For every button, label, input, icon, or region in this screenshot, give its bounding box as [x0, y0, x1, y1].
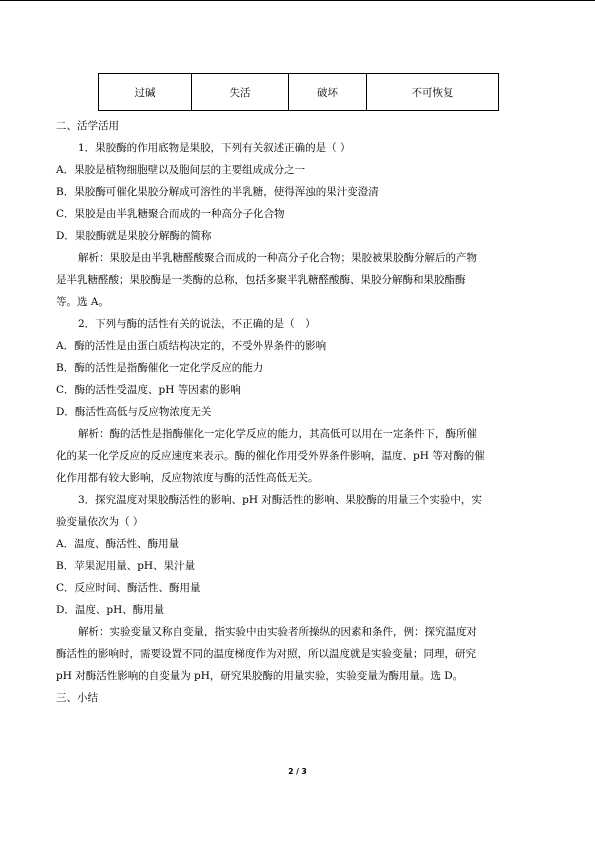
option-text: B．果胶酶可催化果胶分解成可溶性的半乳糖，使得浑浊的果汁变澄清: [56, 186, 379, 198]
analysis-text: 解析：果胶是由半乳糖醛酸聚合而成的一种高分子化合物；果胶被果胶酶分解后的产物: [78, 252, 477, 264]
analysis-text: 酶活性的影响时，需要设置不同的温度梯度作为对照，所以温度就是实验变量；同理，研究: [56, 648, 476, 660]
table-cell: 过碱: [99, 74, 192, 111]
option-text: A．温度、酶活性、酶用量: [56, 538, 180, 550]
summary-table: [98, 73, 499, 111]
question-text: 验变量依次为（ ）: [56, 516, 144, 528]
option-text: D．酶活性高低与反应物浓度无关: [56, 406, 212, 418]
question-text: 1．果胶酶的作用底物是果胶，下列有关叙述正确的是（ ）: [78, 142, 351, 154]
analysis-text: pH 对酶活性影响的自变量为 pH，研究果胶酶的用量实验，实验变量为酶用量。选 D。: [56, 670, 464, 682]
option-text: D．温度、pH、酶用量: [56, 604, 165, 616]
analysis-text: 化的某一化学反应的反应速度来表示。酶的催化作用受外界条件影响，温度、pH 等对酶的催: [56, 450, 485, 462]
page-number: 2 / 3: [288, 767, 307, 776]
analysis-text: 化作用都有较大影响，反应物浓度与酶的活性高低无关。: [56, 472, 319, 484]
analysis-text: 是半乳糖醛酸；果胶酶是一类酶的总称，包括多聚半乳糖醛酸酶、果胶分解酶和果胶酯酶: [56, 274, 466, 286]
page-top-rule: [0, 0, 595, 1]
section-heading: 三、小结: [56, 692, 98, 704]
option-text: B．苹果泥用量、pH、果汁量: [56, 560, 196, 572]
option-text: B．酶的活性是指酶催化一定化学反应的能力: [56, 362, 264, 374]
table-cell: 破坏: [289, 74, 367, 111]
option-text: A．果胶是植物细胞壁以及胞间层的主要组成成分之一: [56, 164, 306, 176]
option-text: C．酶的活性受温度、pH 等因素的影响: [56, 384, 241, 396]
table-cell: 失活: [192, 74, 289, 111]
option-text: C．果胶是由半乳糖聚合而成的一种高分子化合物: [56, 208, 285, 220]
table-row: [99, 74, 499, 111]
question-text: 2．下列与酶的活性有关的说法，不正确的是（ ）: [78, 318, 316, 330]
table-cell: 不可恢复: [367, 74, 499, 111]
analysis-text: 等。选 A。: [56, 296, 109, 308]
section-heading: 二、活学活用: [56, 120, 119, 132]
analysis-text: 解析：实验变量又称自变量，指实验中由实验者所操纵的因素和条件，例：探究温度对: [78, 626, 477, 638]
analysis-text: 解析：酶的活性是指酶催化一定化学反应的能力，其高低可以用在一定条件下，酶所催: [78, 428, 477, 440]
option-text: D．果胶酶就是果胶分解酶的简称: [56, 230, 212, 242]
option-text: C．反应时间、酶活性、酶用量: [56, 582, 201, 594]
question-text: 3．探究温度对果胶酶活性的影响、pH 对酶活性的影响、果胶酶的用量三个实验中，实: [78, 494, 482, 506]
option-text: A．酶的活性是由蛋白质结构决定的，不受外界条件的影响: [56, 340, 327, 352]
